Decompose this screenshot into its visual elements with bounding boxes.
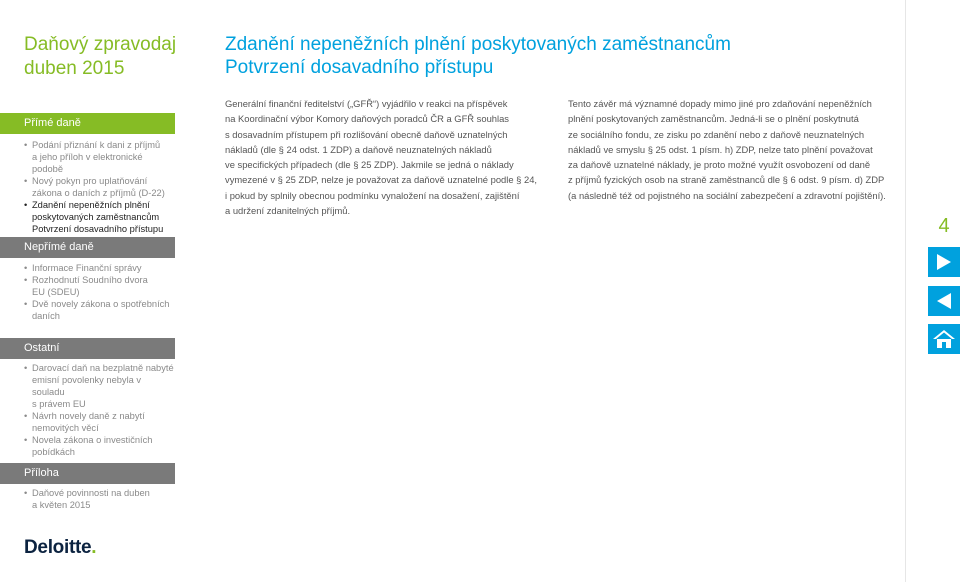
section-direct-taxes[interactable]: Přímé daně bbox=[0, 113, 175, 134]
text-line: z příjmů fyzických osob na straně zaměstnanců dle § 6 odst. 9 písm. d) ZDP bbox=[568, 174, 885, 186]
list-item[interactable]: • Nový pokyn pro uplatňování bbox=[24, 175, 174, 187]
logo-text: Deloitte bbox=[24, 537, 92, 558]
section-appendix-list bbox=[24, 487, 174, 511]
list-item[interactable]: a květen 2015 bbox=[32, 500, 91, 510]
newsletter-title: Daňový zpravodaj bbox=[24, 34, 177, 55]
list-item[interactable]: EU (SDEU) bbox=[32, 287, 80, 297]
list-item-current[interactable]: Potvrzení dosavadního přístupu bbox=[32, 224, 164, 234]
list-item[interactable]: • Daňové povinnosti na duben bbox=[24, 487, 174, 499]
section-other-list bbox=[24, 362, 174, 458]
article-column-1 bbox=[225, 96, 545, 218]
text-line: vymezené v § 25 ZDP, nelze je považovat za daňově uznatelné podle § 24, bbox=[225, 174, 538, 186]
text-line: plnění poskytovaných zaměstnancům. Jedná-li se o plnění poskytnutá bbox=[568, 113, 859, 125]
logo-dot: . bbox=[91, 537, 97, 558]
list-item[interactable]: • Novela zákona o investičních bbox=[24, 434, 174, 446]
text-line: Tento závěr má významné dopady mimo jiné pro zdaňování nepeněžních bbox=[568, 98, 872, 109]
text-line: ze sociálního fondu, ze zisku po zdanění nebo z daňově neuznatelných bbox=[568, 128, 865, 140]
section-other[interactable]: Ostatní bbox=[0, 338, 175, 359]
text-line: za daňově uznatelné náklady, je proto možné využít osvobození od daně bbox=[568, 159, 871, 171]
prev-arrow-icon bbox=[937, 293, 951, 309]
section-appendix[interactable]: Příloha bbox=[0, 463, 175, 484]
page-title: Zdanění nepeněžních plnění poskytovaných zaměstnancům bbox=[225, 34, 731, 55]
text-line: i pokud by splnily obecnou podmínku vynaložení na dosažení, zajištění bbox=[225, 189, 520, 201]
section-indirect-taxes-list bbox=[24, 262, 174, 322]
previous-page-button[interactable] bbox=[928, 286, 960, 316]
list-item[interactable]: daních bbox=[32, 311, 60, 321]
home-icon bbox=[932, 329, 956, 349]
text-line: ve specifických případech (dle § 25 ZDP). Jakmile se jedná o náklady bbox=[225, 159, 514, 171]
page-subtitle: Potvrzení dosavadního přístupu bbox=[225, 57, 494, 78]
section-indirect-taxes[interactable]: Nepřímé daně bbox=[0, 237, 175, 258]
list-item-current[interactable]: poskytovaných zaměstnancům bbox=[32, 212, 160, 222]
article-column-2 bbox=[568, 96, 888, 203]
text-line: (a následně též od pojistného na sociální zabezpečení a zdravotní pojištění). bbox=[568, 189, 886, 201]
list-item[interactable]: s právem EU bbox=[32, 399, 86, 409]
text-line: s dosavadním přístupem při rozlišování obecně daňově uznatelných bbox=[225, 128, 508, 140]
text-line: a udržení zdanitelných příjmů. bbox=[225, 205, 351, 217]
next-page-button[interactable] bbox=[928, 247, 960, 277]
list-item[interactable]: zákona o daních z příjmů (D-22) bbox=[32, 188, 165, 198]
text-line: Generální finanční ředitelství („GFŘ“) vyjádřilo v reakci na příspěvek bbox=[225, 98, 508, 109]
list-item[interactable]: • Rozhodnutí Soudního dvora bbox=[24, 274, 174, 286]
newsletter-date: duben 2015 bbox=[24, 58, 125, 79]
list-item[interactable]: • Dvě novely zákona o spotřebních bbox=[24, 298, 174, 310]
page-number: 4 bbox=[928, 210, 960, 242]
right-divider bbox=[905, 0, 906, 582]
text-line: nákladů ve smyslu § 25 odst. 1 písm. h) ZDP, nelze tato plnění považovat bbox=[568, 143, 873, 155]
home-button[interactable] bbox=[928, 324, 960, 354]
deloitte-logo bbox=[24, 537, 96, 559]
sidebar bbox=[0, 0, 176, 582]
text-line: na Koordinační výbor Komory daňových poradců ČR a GFŘ souhlas bbox=[225, 113, 509, 125]
list-item[interactable]: • Informace Finanční správy bbox=[24, 262, 174, 274]
list-item[interactable]: nemovitých věcí bbox=[32, 423, 99, 433]
list-item[interactable]: • Návrh novely daně z nabytí bbox=[24, 410, 174, 422]
section-direct-taxes-list bbox=[24, 139, 174, 235]
list-item[interactable]: emisní povolenky nebyla v souladu bbox=[32, 375, 142, 397]
list-item[interactable]: • Podání přiznání k dani z příjmů bbox=[24, 139, 174, 151]
next-arrow-icon bbox=[937, 254, 951, 270]
list-item[interactable]: pobídkách bbox=[32, 447, 75, 457]
list-item-current[interactable]: • Zdanění nepeněžních plnění bbox=[24, 199, 174, 211]
text-line: nákladů (dle § 24 odst. 1 ZDP) a daňově neuznatelných nákladů bbox=[225, 143, 492, 155]
list-item[interactable]: • Darovací daň na bezplatně nabyté bbox=[24, 362, 174, 374]
list-item[interactable]: a jeho příloh v elektronické podobě bbox=[32, 152, 143, 174]
